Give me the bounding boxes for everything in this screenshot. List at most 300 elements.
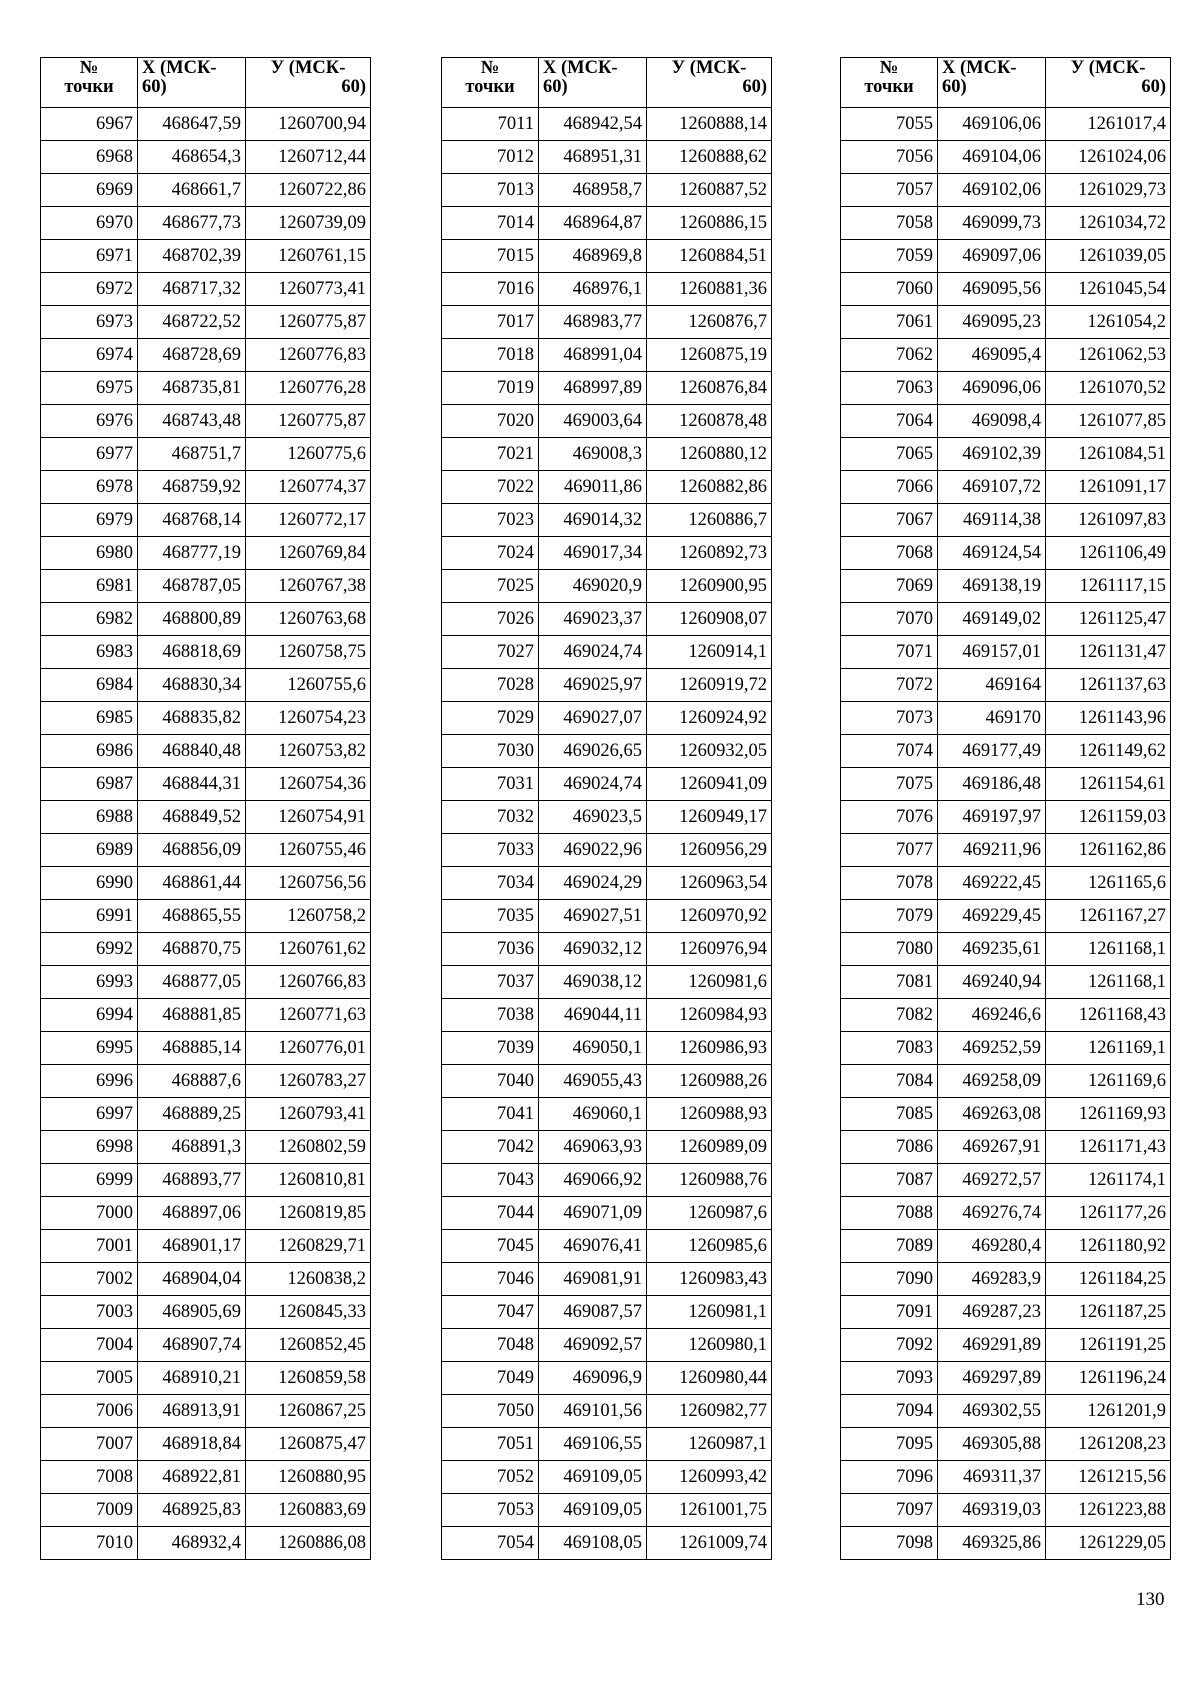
point-number-cell: 7083 <box>841 1032 938 1065</box>
point-number-cell: 6975 <box>41 372 138 405</box>
y-coordinate-header <box>647 58 772 108</box>
point-number-cell: 7072 <box>841 669 938 702</box>
x-coordinate-cell: 469032,12 <box>539 933 647 966</box>
x-coordinate-cell: 468751,7 <box>138 438 246 471</box>
y-coordinate-cell: 1261208,23 <box>1046 1428 1171 1461</box>
table-row <box>41 438 371 471</box>
point-number-cell: 7073 <box>841 702 938 735</box>
point-number-cell: 7070 <box>841 603 938 636</box>
y-coordinate-cell: 1260963,54 <box>647 867 772 900</box>
y-coordinate-cell: 1261024,06 <box>1046 141 1171 174</box>
table-row <box>442 1494 772 1527</box>
table-row <box>841 801 1171 834</box>
table-row <box>442 207 772 240</box>
y-coordinate-cell: 1260987,6 <box>647 1197 772 1230</box>
point-number-cell: 7045 <box>442 1230 539 1263</box>
header-text: X (МСК- <box>942 58 1017 78</box>
point-number-cell: 7050 <box>442 1395 539 1428</box>
table-row <box>841 504 1171 537</box>
table-row <box>442 1197 772 1230</box>
point-number-cell: 7054 <box>442 1527 539 1560</box>
y-coordinate-cell: 1260892,73 <box>647 537 772 570</box>
table-row <box>442 504 772 537</box>
x-coordinate-cell: 469011,86 <box>539 471 647 504</box>
table-row <box>442 1329 772 1362</box>
table-row <box>841 636 1171 669</box>
y-coordinate-cell: 1261070,52 <box>1046 372 1171 405</box>
table-row <box>442 801 772 834</box>
x-coordinate-cell: 468861,44 <box>138 867 246 900</box>
header-text: точки <box>465 77 515 97</box>
y-coordinate-cell: 1261084,51 <box>1046 438 1171 471</box>
y-coordinate-cell: 1261167,27 <box>1046 900 1171 933</box>
table-row <box>41 669 371 702</box>
y-coordinate-cell: 1260767,38 <box>246 570 371 603</box>
table-row <box>41 702 371 735</box>
x-coordinate-cell: 469263,08 <box>938 1098 1046 1131</box>
table-row <box>41 570 371 603</box>
x-coordinate-cell: 468728,69 <box>138 339 246 372</box>
x-coordinate-cell: 469235,61 <box>938 933 1046 966</box>
y-coordinate-cell: 1260919,72 <box>647 669 772 702</box>
header-text: точки <box>864 77 914 97</box>
x-coordinate-cell: 469319,03 <box>938 1494 1046 1527</box>
y-coordinate-cell: 1261174,1 <box>1046 1164 1171 1197</box>
header-row <box>841 58 1171 108</box>
y-coordinate-cell: 1260771,63 <box>246 999 371 1032</box>
table-row <box>442 834 772 867</box>
page-number: 130 <box>1136 1589 1165 1610</box>
y-coordinate-cell: 1260914,1 <box>647 636 772 669</box>
x-coordinate-cell: 468835,82 <box>138 702 246 735</box>
point-number-cell: 7055 <box>841 108 938 141</box>
y-coordinate-cell: 1260722,86 <box>246 174 371 207</box>
x-coordinate-cell: 469076,41 <box>539 1230 647 1263</box>
header-text: У (МСК- <box>270 58 346 78</box>
point-number-cell: 6972 <box>41 273 138 306</box>
table-row <box>41 834 371 867</box>
point-number-cell: 7010 <box>41 1527 138 1560</box>
point-number-cell: 6999 <box>41 1164 138 1197</box>
point-number-cell: 7079 <box>841 900 938 933</box>
table-row <box>41 471 371 504</box>
table-row <box>442 1362 772 1395</box>
table-row <box>41 735 371 768</box>
table-row <box>442 900 772 933</box>
y-coordinate-cell: 1260758,75 <box>246 636 371 669</box>
y-coordinate-cell: 1261009,74 <box>647 1527 772 1560</box>
y-coordinate-cell: 1260867,25 <box>246 1395 371 1428</box>
point-number-cell: 7093 <box>841 1362 938 1395</box>
point-number-cell: 7005 <box>41 1362 138 1395</box>
table-body <box>442 108 772 1560</box>
x-coordinate-cell: 468922,81 <box>138 1461 246 1494</box>
table-row <box>841 999 1171 1032</box>
point-number-cell: 6995 <box>41 1032 138 1065</box>
table-row <box>41 504 371 537</box>
table-row <box>41 174 371 207</box>
table-row <box>841 1296 1171 1329</box>
x-coordinate-cell: 468870,75 <box>138 933 246 966</box>
x-coordinate-cell: 469027,51 <box>539 900 647 933</box>
y-coordinate-cell: 1260776,28 <box>246 372 371 405</box>
point-number-cell: 7020 <box>442 405 539 438</box>
table-row <box>41 1329 371 1362</box>
point-number-cell: 6976 <box>41 405 138 438</box>
table-row <box>841 834 1171 867</box>
x-coordinate-cell: 469164 <box>938 669 1046 702</box>
x-coordinate-cell: 469066,92 <box>539 1164 647 1197</box>
y-coordinate-cell: 1260810,81 <box>246 1164 371 1197</box>
x-coordinate-cell: 468743,48 <box>138 405 246 438</box>
y-coordinate-cell: 1260845,33 <box>246 1296 371 1329</box>
table-row <box>841 372 1171 405</box>
table-row <box>841 306 1171 339</box>
x-coordinate-cell: 468983,77 <box>539 306 647 339</box>
y-coordinate-cell: 1260880,95 <box>246 1461 371 1494</box>
x-coordinate-cell: 469287,23 <box>938 1296 1046 1329</box>
x-coordinate-cell: 469258,09 <box>938 1065 1046 1098</box>
point-number-cell: 7064 <box>841 405 938 438</box>
table-row <box>841 339 1171 372</box>
point-number-cell: 7039 <box>442 1032 539 1065</box>
y-coordinate-cell: 1261017,4 <box>1046 108 1171 141</box>
point-number-cell: 7029 <box>442 702 539 735</box>
header-text: X (МСК- <box>543 58 618 78</box>
table-row <box>841 1131 1171 1164</box>
y-coordinate-cell: 1260880,12 <box>647 438 772 471</box>
x-coordinate-cell: 468735,81 <box>138 372 246 405</box>
x-coordinate-cell: 468759,92 <box>138 471 246 504</box>
point-number-cell: 7033 <box>442 834 539 867</box>
x-coordinate-cell: 469095,56 <box>938 273 1046 306</box>
y-coordinate-cell: 1260956,29 <box>647 834 772 867</box>
table-row <box>41 108 371 141</box>
x-coordinate-cell: 469272,57 <box>938 1164 1046 1197</box>
x-coordinate-cell: 468830,34 <box>138 669 246 702</box>
x-coordinate-cell: 469104,06 <box>938 141 1046 174</box>
y-coordinate-cell: 1261177,26 <box>1046 1197 1171 1230</box>
point-number-cell: 7067 <box>841 504 938 537</box>
point-number-cell: 6986 <box>41 735 138 768</box>
x-coordinate-cell: 469095,23 <box>938 306 1046 339</box>
x-coordinate-cell: 468925,83 <box>138 1494 246 1527</box>
y-coordinate-cell: 1260886,7 <box>647 504 772 537</box>
header-text: У (МСК- <box>1070 58 1146 78</box>
point-number-cell: 7052 <box>442 1461 539 1494</box>
y-coordinate-cell: 1260773,41 <box>246 273 371 306</box>
table-row <box>442 1164 772 1197</box>
table-row <box>442 570 772 603</box>
point-number-cell: 7087 <box>841 1164 938 1197</box>
y-coordinate-cell: 1260882,86 <box>647 471 772 504</box>
x-coordinate-cell: 469022,96 <box>539 834 647 867</box>
x-coordinate-cell: 469092,57 <box>539 1329 647 1362</box>
x-coordinate-cell: 469240,94 <box>938 966 1046 999</box>
table-row <box>841 702 1171 735</box>
x-coordinate-cell: 468877,05 <box>138 966 246 999</box>
x-coordinate-cell: 469095,4 <box>938 339 1046 372</box>
x-coordinate-cell: 468976,1 <box>539 273 647 306</box>
point-number-cell: 7077 <box>841 834 938 867</box>
header-text: № <box>79 58 99 78</box>
x-coordinate-cell: 469087,57 <box>539 1296 647 1329</box>
x-coordinate-cell: 468904,04 <box>138 1263 246 1296</box>
y-coordinate-cell: 1260988,76 <box>647 1164 772 1197</box>
y-coordinate-cell: 1260888,14 <box>647 108 772 141</box>
point-number-cell: 7036 <box>442 933 539 966</box>
table-row <box>41 1197 371 1230</box>
table-row <box>41 603 371 636</box>
x-coordinate-cell: 469325,86 <box>938 1527 1046 1560</box>
y-coordinate-cell: 1261034,72 <box>1046 207 1171 240</box>
table-row <box>41 1362 371 1395</box>
x-coordinate-cell: 469055,43 <box>539 1065 647 1098</box>
table-row <box>41 1098 371 1131</box>
point-number-cell: 7030 <box>442 735 539 768</box>
point-number-cell: 6988 <box>41 801 138 834</box>
table-row <box>841 603 1171 636</box>
table-row <box>442 1065 772 1098</box>
point-number-cell: 7043 <box>442 1164 539 1197</box>
y-coordinate-cell: 1261131,47 <box>1046 636 1171 669</box>
x-coordinate-cell: 468887,6 <box>138 1065 246 1098</box>
table-row <box>41 933 371 966</box>
table-row <box>841 1329 1171 1362</box>
table-row <box>841 1164 1171 1197</box>
y-coordinate-cell: 1260941,09 <box>647 768 772 801</box>
y-coordinate-cell: 1260758,2 <box>246 900 371 933</box>
header-text: X (МСК- <box>142 58 217 78</box>
header-text: 60) <box>341 77 366 97</box>
y-coordinate-cell: 1260876,84 <box>647 372 772 405</box>
x-coordinate-cell: 468991,04 <box>539 339 647 372</box>
y-coordinate-cell: 1260986,93 <box>647 1032 772 1065</box>
point-number-cell: 7078 <box>841 867 938 900</box>
y-coordinate-cell: 1260753,82 <box>246 735 371 768</box>
y-coordinate-cell: 1260876,7 <box>647 306 772 339</box>
point-number-cell: 6994 <box>41 999 138 1032</box>
x-coordinate-cell: 469102,39 <box>938 438 1046 471</box>
x-coordinate-cell: 468654,3 <box>138 141 246 174</box>
table-row <box>41 1395 371 1428</box>
y-coordinate-cell: 1261229,05 <box>1046 1527 1171 1560</box>
x-coordinate-cell: 468969,8 <box>539 240 647 273</box>
point-number-cell: 7068 <box>841 537 938 570</box>
x-coordinate-cell: 468777,19 <box>138 537 246 570</box>
x-coordinate-cell: 469186,48 <box>938 768 1046 801</box>
y-coordinate-cell: 1260766,83 <box>246 966 371 999</box>
y-coordinate-cell: 1261168,1 <box>1046 933 1171 966</box>
table-row <box>841 1362 1171 1395</box>
table-row <box>442 339 772 372</box>
table-row <box>41 801 371 834</box>
y-coordinate-cell: 1260819,85 <box>246 1197 371 1230</box>
x-coordinate-cell: 469229,45 <box>938 900 1046 933</box>
x-coordinate-cell: 468958,7 <box>539 174 647 207</box>
x-coordinate-cell: 468661,7 <box>138 174 246 207</box>
table-row <box>442 1032 772 1065</box>
y-coordinate-cell: 1260755,46 <box>246 834 371 867</box>
point-number-cell: 7095 <box>841 1428 938 1461</box>
table-row <box>442 141 772 174</box>
table-row <box>41 372 371 405</box>
y-coordinate-cell: 1260772,17 <box>246 504 371 537</box>
point-number-cell: 7009 <box>41 1494 138 1527</box>
x-coordinate-cell: 469106,06 <box>938 108 1046 141</box>
x-coordinate-cell: 469097,06 <box>938 240 1046 273</box>
table-row <box>442 1230 772 1263</box>
x-coordinate-cell: 468889,25 <box>138 1098 246 1131</box>
point-number-cell: 6983 <box>41 636 138 669</box>
x-coordinate-cell: 468901,17 <box>138 1230 246 1263</box>
point-number-cell: 7062 <box>841 339 938 372</box>
point-number-cell: 6996 <box>41 1065 138 1098</box>
point-number-cell: 7023 <box>442 504 539 537</box>
x-coordinate-cell: 469252,59 <box>938 1032 1046 1065</box>
x-coordinate-cell: 469060,1 <box>539 1098 647 1131</box>
point-number-cell: 7060 <box>841 273 938 306</box>
y-coordinate-cell: 1260983,43 <box>647 1263 772 1296</box>
point-number-cell: 7021 <box>442 438 539 471</box>
x-coordinate-cell: 469096,9 <box>539 1362 647 1395</box>
y-coordinate-cell: 1260838,2 <box>246 1263 371 1296</box>
point-number-cell: 6997 <box>41 1098 138 1131</box>
point-number-cell: 7019 <box>442 372 539 405</box>
table-row <box>41 141 371 174</box>
table-row <box>442 438 772 471</box>
y-coordinate-cell: 1260988,93 <box>647 1098 772 1131</box>
table-row <box>41 999 371 1032</box>
point-number-cell: 7063 <box>841 372 938 405</box>
point-number-cell: 7012 <box>442 141 539 174</box>
y-coordinate-cell: 1260763,68 <box>246 603 371 636</box>
point-number-cell: 7088 <box>841 1197 938 1230</box>
point-number-cell: 6985 <box>41 702 138 735</box>
point-number-cell: 7091 <box>841 1296 938 1329</box>
x-coordinate-cell: 468717,32 <box>138 273 246 306</box>
point-number-cell: 7042 <box>442 1131 539 1164</box>
x-coordinate-cell: 468951,31 <box>539 141 647 174</box>
y-coordinate-cell: 1260985,6 <box>647 1230 772 1263</box>
table-row <box>841 438 1171 471</box>
y-coordinate-cell: 1260883,69 <box>246 1494 371 1527</box>
y-coordinate-header <box>1046 58 1171 108</box>
x-coordinate-cell: 469020,9 <box>539 570 647 603</box>
table-row <box>841 768 1171 801</box>
table-body <box>841 108 1171 1560</box>
x-coordinate-cell: 469170 <box>938 702 1046 735</box>
point-number-cell: 7034 <box>442 867 539 900</box>
x-coordinate-header <box>138 58 246 108</box>
table-row <box>841 735 1171 768</box>
point-number-cell: 7071 <box>841 636 938 669</box>
x-coordinate-cell: 469098,4 <box>938 405 1046 438</box>
x-coordinate-cell: 469109,05 <box>539 1461 647 1494</box>
y-coordinate-cell: 1260700,94 <box>246 108 371 141</box>
point-number-cell: 7022 <box>442 471 539 504</box>
table-row <box>41 1296 371 1329</box>
table-row <box>841 1065 1171 1098</box>
y-coordinate-cell: 1261077,85 <box>1046 405 1171 438</box>
x-coordinate-cell: 468907,74 <box>138 1329 246 1362</box>
point-number-cell: 6987 <box>41 768 138 801</box>
table-row <box>442 1263 772 1296</box>
y-coordinate-cell: 1260949,17 <box>647 801 772 834</box>
y-coordinate-cell: 1260712,44 <box>246 141 371 174</box>
header-text: 60) <box>1141 77 1166 97</box>
y-coordinate-cell: 1260989,09 <box>647 1131 772 1164</box>
y-coordinate-cell: 1261184,25 <box>1046 1263 1171 1296</box>
point-number-cell: 7053 <box>442 1494 539 1527</box>
header-text: № <box>879 58 899 78</box>
point-number-cell: 6979 <box>41 504 138 537</box>
x-coordinate-cell: 468647,59 <box>138 108 246 141</box>
y-coordinate-cell: 1261169,1 <box>1046 1032 1171 1065</box>
x-coordinate-cell: 469025,97 <box>539 669 647 702</box>
y-coordinate-cell: 1261223,88 <box>1046 1494 1171 1527</box>
table-row <box>841 1032 1171 1065</box>
y-coordinate-cell: 1260774,37 <box>246 471 371 504</box>
table-row <box>841 1395 1171 1428</box>
x-coordinate-cell: 468942,54 <box>539 108 647 141</box>
table-row <box>41 273 371 306</box>
table-row <box>442 273 772 306</box>
point-number-cell: 7051 <box>442 1428 539 1461</box>
table-row <box>41 900 371 933</box>
table-row <box>841 471 1171 504</box>
point-number-header <box>841 58 938 108</box>
table-row <box>841 1461 1171 1494</box>
point-number-cell: 7001 <box>41 1230 138 1263</box>
x-coordinate-cell: 468849,52 <box>138 801 246 834</box>
x-coordinate-cell: 468897,06 <box>138 1197 246 1230</box>
point-number-cell: 7026 <box>442 603 539 636</box>
point-number-cell: 7069 <box>841 570 938 603</box>
y-coordinate-cell: 1260852,45 <box>246 1329 371 1362</box>
x-coordinate-header <box>938 58 1046 108</box>
x-coordinate-cell: 469024,29 <box>539 867 647 900</box>
table-row <box>41 1428 371 1461</box>
point-number-cell: 7096 <box>841 1461 938 1494</box>
table-row <box>841 537 1171 570</box>
y-coordinate-cell: 1261054,2 <box>1046 306 1171 339</box>
point-number-cell: 7090 <box>841 1263 938 1296</box>
table-row <box>442 537 772 570</box>
table-row <box>841 966 1171 999</box>
x-coordinate-cell: 469024,74 <box>539 636 647 669</box>
point-number-cell: 7097 <box>841 1494 938 1527</box>
point-number-cell: 7089 <box>841 1230 938 1263</box>
x-coordinate-cell: 468787,05 <box>138 570 246 603</box>
y-coordinate-cell: 1260776,01 <box>246 1032 371 1065</box>
point-number-cell: 7016 <box>442 273 539 306</box>
y-coordinate-cell: 1260924,92 <box>647 702 772 735</box>
point-number-cell: 7074 <box>841 735 938 768</box>
y-coordinate-cell: 1260982,77 <box>647 1395 772 1428</box>
header-text: У (МСК- <box>671 58 747 78</box>
y-coordinate-cell: 1261169,93 <box>1046 1098 1171 1131</box>
x-coordinate-cell: 468722,52 <box>138 306 246 339</box>
point-number-cell: 7032 <box>442 801 539 834</box>
x-coordinate-cell: 469283,9 <box>938 1263 1046 1296</box>
point-number-cell: 6968 <box>41 141 138 174</box>
y-coordinate-cell: 1260932,05 <box>647 735 772 768</box>
table-row <box>442 108 772 141</box>
x-coordinate-cell: 469267,91 <box>938 1131 1046 1164</box>
y-coordinate-cell: 1261045,54 <box>1046 273 1171 306</box>
x-coordinate-cell: 469211,96 <box>938 834 1046 867</box>
